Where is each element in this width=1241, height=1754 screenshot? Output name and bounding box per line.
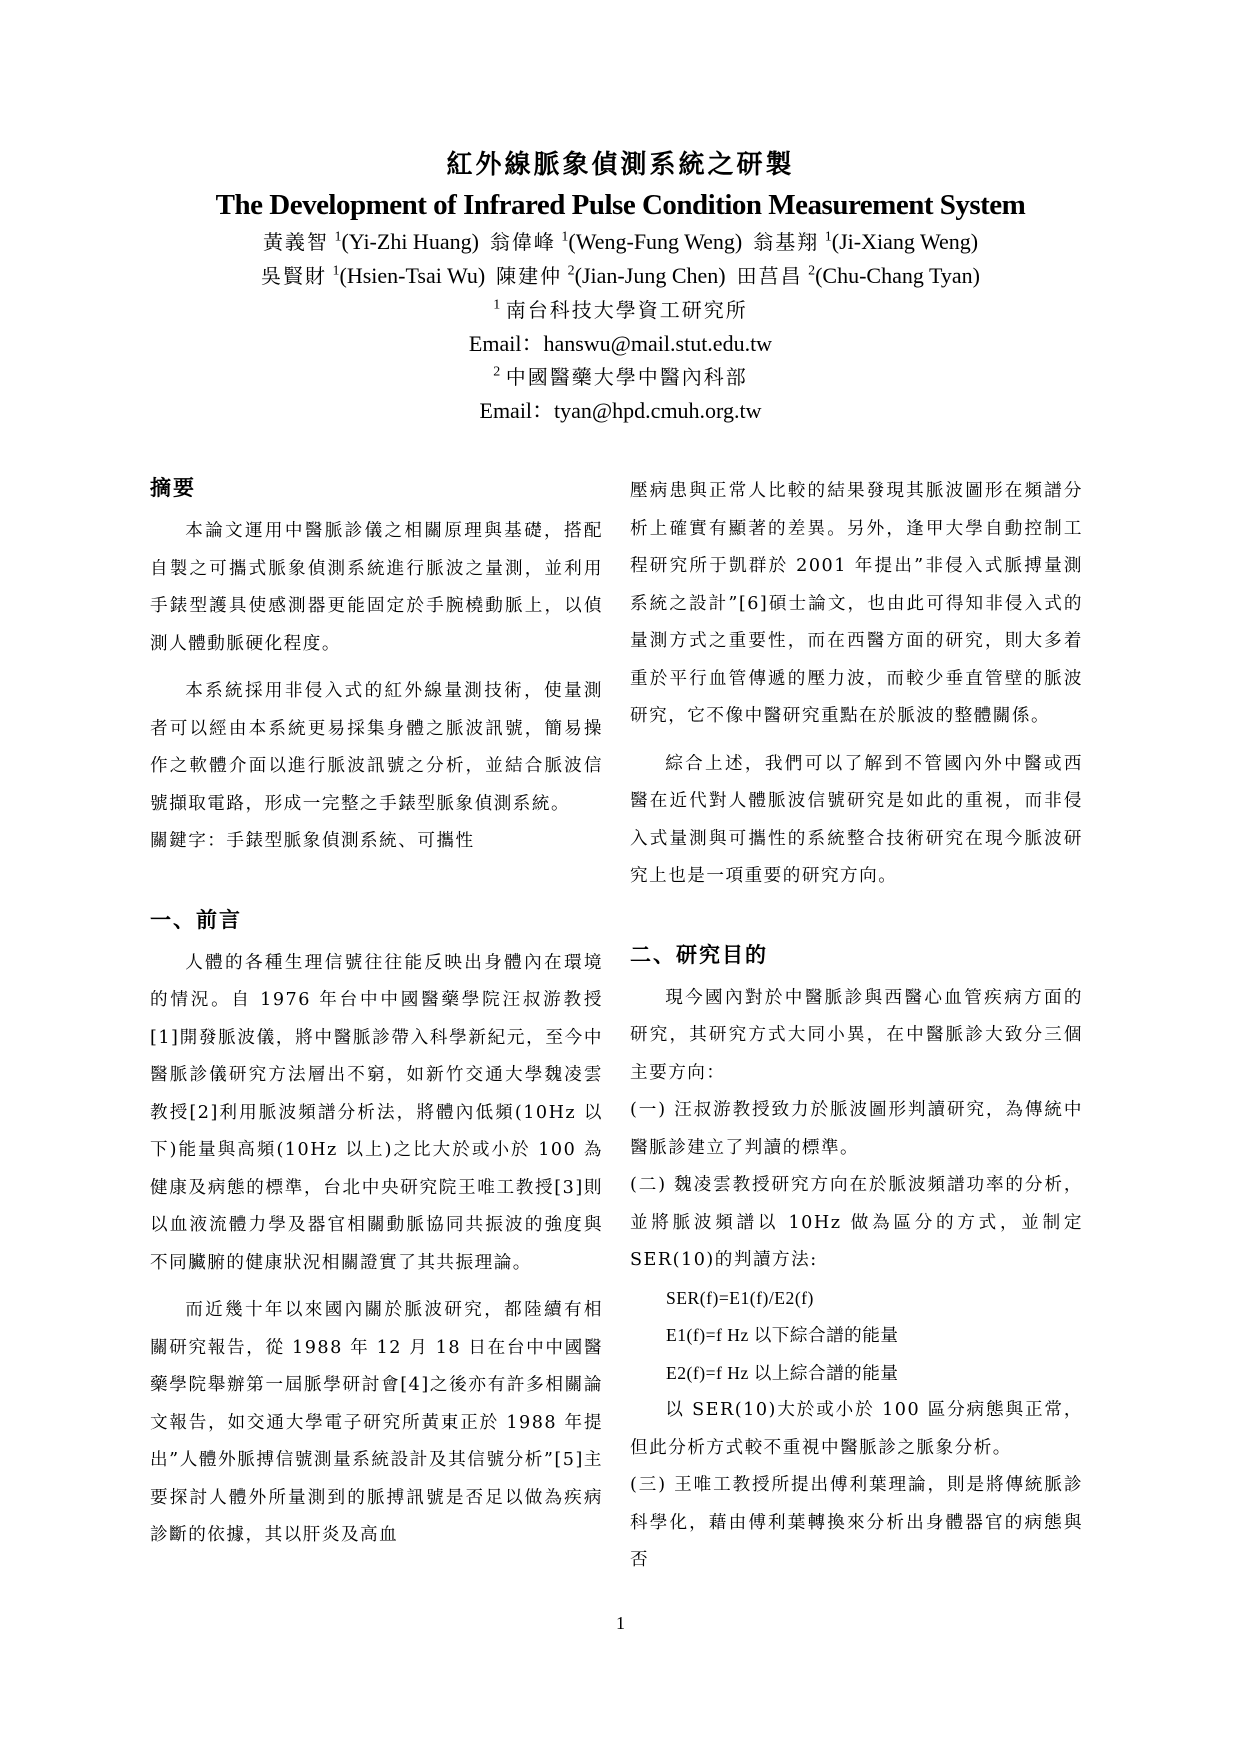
section-1-paragraph-1: 人體的各種生理信號往往能反映出身體內在環境的情況。自 1976 年台中中國醫藥學院汪叔游教授[1]開發脈波儀，將中醫脈診帶入科學新紀元，至今中醫脈診儀研究方法層出不窮，如新竹交通大學魏凌雲教授[2]利用脈波頻譜分析法，將體內低頻(10Hz 以下)能量與高頻(10Hz 以上)之比大於或小於 100 為健康及病態的標準，台北中央研究院王唯工教授[3]則以血液流體力學及器官相關動脈協同共振波的強度與不同臟腑的健康狀況相關證實了其共振理論。 bbox=[150, 952, 603, 1273]
affiliation-name: 南台科技大學資工研究所 bbox=[505, 298, 748, 322]
continued-paragraph: 壓病患與正常人比較的結果發現其脈波圖形在頻譜分析上確實有顯著的差異。另外，逢甲大學自動控制工程研究所于凱群於 2001 年提出”非侵入式脈搏量測系統之設計”[6]碩士論文，也由此可得知非侵入式的量測方式之重要性，而在西醫方面的研究，則大多着重於平行血管傳遞的壓力波，而較少垂直管壁的脈波研究，它不像中醫研究重點在於脈波的整體關係。 bbox=[630, 481, 1083, 726]
affiliation-name: 中國醫藥大學中醫內科部 bbox=[505, 365, 748, 389]
affiliation-2 bbox=[140, 360, 1101, 394]
title-english: The Development of Infrared Pulse Condition Measurement System bbox=[215, 189, 1026, 221]
equation-e2: E2(f)=f Hz 以上綜合譜的能量 bbox=[666, 1362, 899, 1383]
author-name-zh: 黃義智 bbox=[262, 230, 329, 254]
affiliation-sup: 2 bbox=[493, 364, 501, 380]
author-name-en: (Hsien-Tsai Wu) bbox=[339, 263, 486, 288]
author-affil-sup: 1 bbox=[332, 263, 340, 279]
author-name-zh: 翁偉峰 bbox=[489, 230, 556, 254]
paper-header bbox=[140, 145, 1101, 427]
right-column bbox=[630, 473, 1083, 1580]
author-affil-sup: 2 bbox=[567, 263, 575, 279]
author-name-zh: 田莒昌 bbox=[736, 264, 803, 288]
author-name-en: (Yi-Zhi Huang) bbox=[341, 229, 479, 254]
author-name-en: (Ji-Xiang Weng) bbox=[831, 229, 979, 254]
authors-line-2 bbox=[140, 259, 1101, 293]
list-item-3: (三) 王唯工教授所提出傅利葉理論，則是將傳統脈診科學化，藉由傅利葉轉換來分析出身體器官的病態與否 bbox=[630, 1475, 1083, 1570]
left-column bbox=[150, 473, 603, 1555]
author-name-en: (Chu-Chang Tyan) bbox=[815, 263, 980, 288]
summary-paragraph: 綜合上述，我們可以了解到不管國內外中醫或西醫在近代對人體脈波信號研究是如此的重視，而非侵入式量測與可攜性的系統整合技術研究在現今脈波研究上也是一項重要的研究方向。 bbox=[630, 753, 1083, 886]
affiliation-1 bbox=[140, 293, 1101, 327]
section-2-paragraph-2: 以 SER(10)大於或小於 100 區分病態與正常，但此分析方式較不重視中醫脈診之脈象分析。 bbox=[630, 1400, 1083, 1458]
author-affil-sup: 1 bbox=[334, 229, 342, 245]
abstract-heading: 摘要 bbox=[150, 475, 196, 500]
page-number: 1 bbox=[616, 1613, 625, 1633]
authors-line-1 bbox=[140, 225, 1101, 259]
author-name-zh: 翁基翔 bbox=[753, 230, 820, 254]
equation-e1: E1(f)=f Hz 以下綜合譜的能量 bbox=[666, 1325, 899, 1345]
author-name-en: (Weng-Fung Weng) bbox=[568, 229, 743, 254]
author-name-zh: 陳建仲 bbox=[496, 264, 563, 288]
affiliation-sup: 1 bbox=[493, 297, 501, 313]
section-1-paragraph-2: 而近幾十年以來國內關於脈波研究，都陸續有相關研究報告，從 1988 年 12 月 18 日在台中中國醫藥學院舉辦第一屆脈學研討會[4]之後亦有許多相關論文報告，如交通大學電子研究所黃東正於 1988 年提出”人體外脈搏信號測量系統設計及其信號分析”[5]主要探討人體外所量測到的脈搏訊號是否足以做為疾病診斷的依據，其以肝炎及高血 bbox=[150, 1300, 603, 1545]
list-item-1: (一) 汪叔游教授致力於脈波圖形判讀研究，為傳統中醫脈診建立了判讀的標準。 bbox=[630, 1100, 1083, 1158]
title-chinese: 紅外線脈象偵測系統之研製 bbox=[446, 150, 795, 180]
list-item-2: (二) 魏凌雲教授研究方向在於脈波頻譜功率的分析，並將脈波頻譜以 10Hz 做為區分的方式，並制定 SER(10)的判讀方法: bbox=[630, 1175, 1083, 1270]
author-affil-sup: 1 bbox=[561, 229, 569, 245]
author-affil-sup: 2 bbox=[808, 263, 816, 279]
abstract-paragraph-1: 本論文運用中醫脈診儀之相關原理與基礎，搭配自製之可攜式脈象偵測系統進行脈波之量測，並利用手錶型護具使感測器更能固定於手腕橈動脈上，以偵測人體動脈硬化程度。 bbox=[150, 521, 603, 654]
abstract-paragraph-2: 本系統採用非侵入式的紅外線量測技術，使量測者可以經由本系統更易採集身體之脈波訊號，簡易操作之軟體介面以進行脈波訊號之分析，並結合脈波信號擷取電路，形成一完整之手錶型脈象偵測系統。 bbox=[150, 681, 603, 814]
author-name-zh: 吳賢財 bbox=[261, 264, 328, 288]
section-2-paragraph-1: 現今國內對於中醫脈診與西醫心血管疾病方面的研究，其研究方式大同小異，在中醫脈診大致分三個主要方向： bbox=[630, 987, 1083, 1083]
author-name-en: (Jian-Jung Chen) bbox=[574, 263, 726, 288]
equation-ser: SER(f)=E1(f)/E2(f) bbox=[666, 1287, 814, 1308]
author-affil-sup: 1 bbox=[824, 229, 832, 245]
section-1-heading: 一、前言 bbox=[150, 906, 242, 932]
section-2-heading: 二、研究目的 bbox=[630, 941, 768, 967]
email-2: Email：tyan@hpd.cmuh.org.tw bbox=[479, 398, 762, 423]
keywords: 關鍵字：手錶型脈象偵測系統、可攜性 bbox=[150, 831, 475, 851]
email-1: Email：hanswu@mail.stut.edu.tw bbox=[468, 331, 773, 356]
